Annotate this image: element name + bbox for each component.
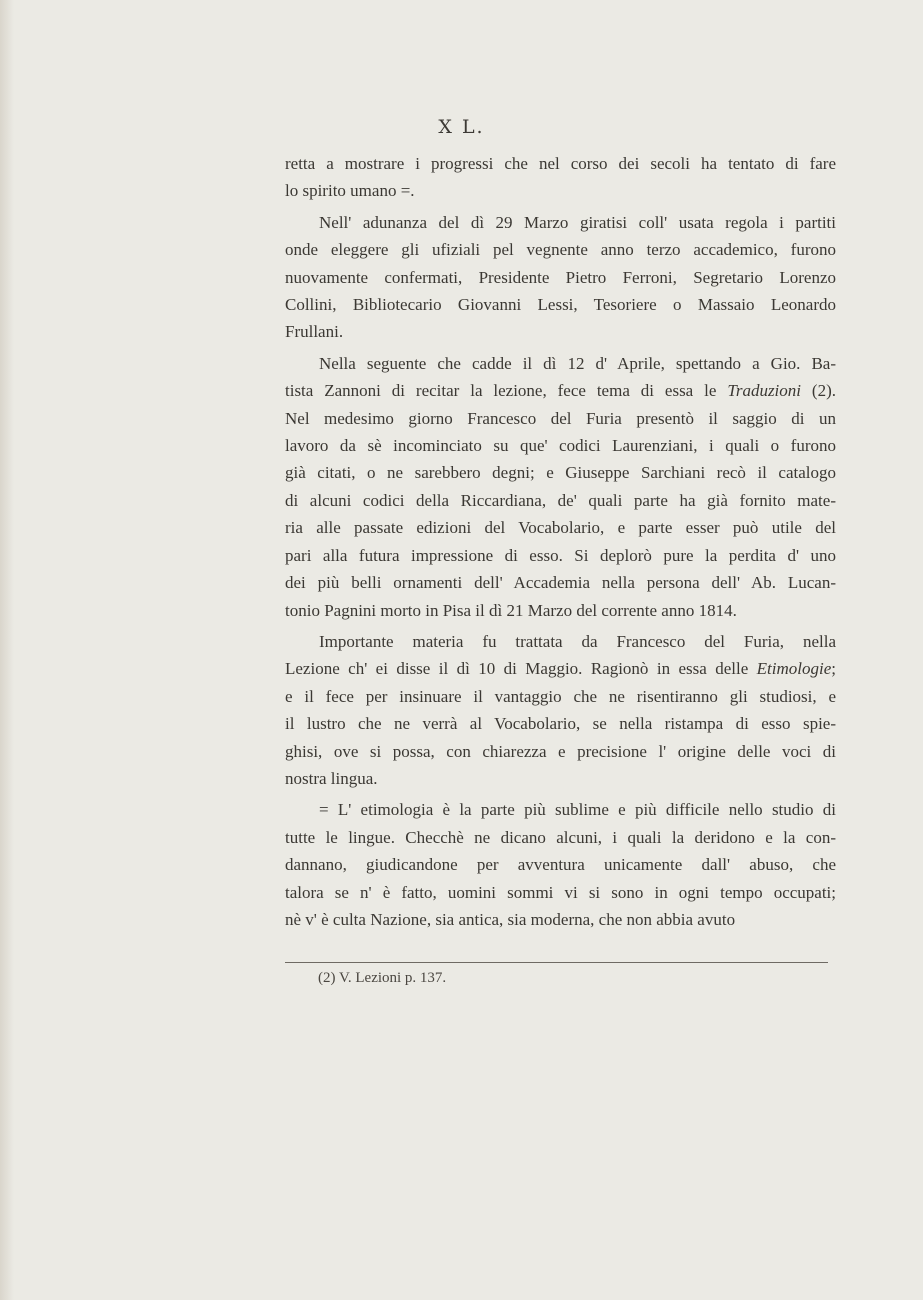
text-line: lavoro da sè incominciato su que' codici Laurenziani, i quali o furono bbox=[285, 436, 836, 456]
page-edge-shadow bbox=[0, 0, 14, 1300]
text-line: pari alla futura impressione di esso. Si deplorò pure la perdita d' uno bbox=[285, 545, 836, 565]
text-line: retta a mostrare i progressi che nel corso dei secoli ha tentato di fare bbox=[285, 154, 836, 173]
text-line: talora se n' è fatto, uomini sommi vi si sono in ogni tempo occupati; bbox=[285, 882, 836, 902]
text-line: ria alle passate edizioni del Vocabolario, e parte esser può utile del bbox=[285, 518, 836, 538]
text-line: nè v' è culta Nazione, sia antica, sia moderna, che non abbia avuto bbox=[285, 909, 736, 929]
text-line: Nel medesimo giorno Francesco del Furia presentò il saggio di un bbox=[285, 408, 836, 428]
text-line: tonio Pagnini morto in Pisa il dì 21 Marzo del corrente anno 1814. bbox=[285, 600, 737, 620]
text-line: Frullani. bbox=[285, 322, 344, 342]
text-line: Lezione ch' ei disse il dì 10 di Maggio. Ragionò in essa delle Etimologie; bbox=[285, 659, 836, 679]
text-line: dei più belli ornamenti dell' Accademia nella persona dell' Ab. Lucan- bbox=[285, 573, 836, 593]
paragraph bbox=[285, 628, 836, 792]
text-line: Importante materia fu trattata da Francesco del Furia, nella bbox=[319, 631, 836, 651]
text-line: Collini, Bibliotecario Giovanni Lessi, Tesoriere o Massaio Leonardo bbox=[285, 295, 836, 315]
text-line: nostra lingua. bbox=[285, 768, 378, 788]
paragraph bbox=[285, 209, 836, 346]
footnote: (2) V. Lezioni p. 137. bbox=[318, 970, 447, 986]
text-line: di alcuni codici della Riccardiana, de' quali parte ha già fornito mate- bbox=[285, 490, 836, 510]
text-line: già citati, o ne sarebbero degni; e Giuseppe Sarchiani recò il catalogo bbox=[285, 463, 836, 483]
paragraph bbox=[285, 796, 836, 933]
text-line: onde eleggere gli ufiziali pel vegnente anno terzo accademico, furono bbox=[285, 240, 836, 260]
text-line: dannano, giudicandone per avventura unicamente dall' abuso, che bbox=[285, 855, 836, 875]
text-line: lo spirito umano =. bbox=[285, 181, 415, 201]
body-text bbox=[285, 150, 836, 937]
footnote-rule bbox=[285, 962, 828, 963]
text-line: nuovamente confermati, Presidente Pietro Ferroni, Segretario Lorenzo bbox=[285, 267, 836, 287]
text-line: Nell' adunanza del dì 29 Marzo giratisi coll' usata regola i partiti bbox=[319, 212, 836, 232]
paragraph bbox=[285, 350, 836, 624]
text-line: = L' etimologia è la parte più sublime e più difficile nello studio di bbox=[319, 800, 836, 820]
page-number: X L. bbox=[438, 116, 485, 138]
text-line: il lustro che ne verrà al Vocabolario, se nella ristampa di esso spie- bbox=[285, 714, 836, 734]
text-line: Nella seguente che cadde il dì 12 d' Aprile, spettando a Gio. Ba- bbox=[319, 353, 836, 373]
text-line: tutte le lingue. Checchè ne dicano alcuni, i quali la deridono e la con- bbox=[285, 827, 836, 847]
paragraph bbox=[285, 150, 836, 205]
text-line: e il fece per insinuare il vantaggio che ne risentiranno gli studiosi, e bbox=[285, 686, 836, 706]
text-line: ghisi, ove si possa, con chiarezza e precisione l' origine delle voci di bbox=[285, 741, 836, 761]
text-line: tista Zannoni di recitar la lezione, fece tema di essa le Traduzioni (2). bbox=[285, 381, 836, 401]
